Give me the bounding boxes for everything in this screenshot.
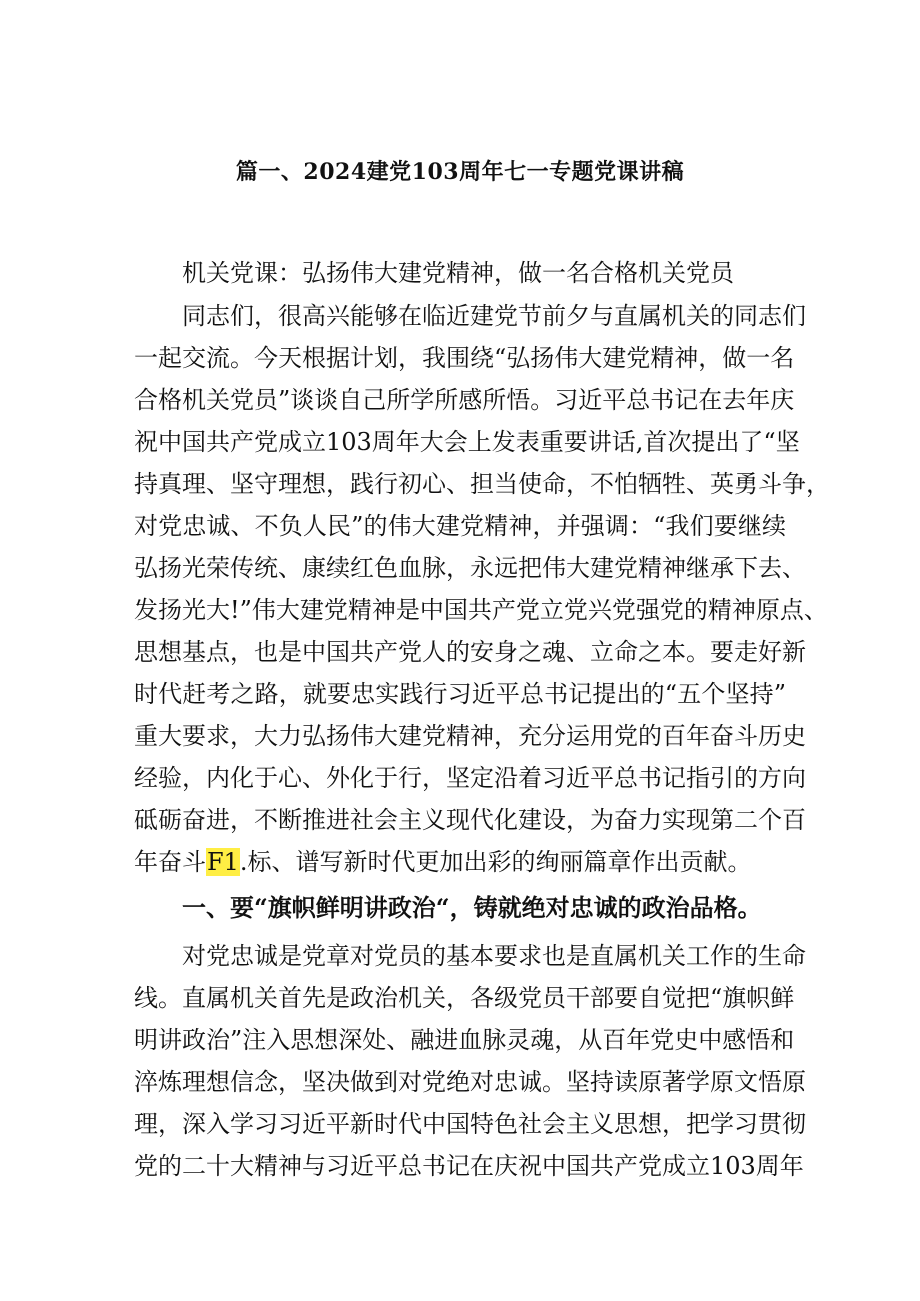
paragraph-line: 砥砺奋进，不断推进社会主义现代化建设，为奋力实现第二个百	[134, 806, 806, 834]
document-title: 篇一、2024建党103周年七一专题党课讲稿	[235, 159, 685, 185]
paragraph-line: 一起交流。今天根据计划，我围绕“弘扬伟大建党精神，做一名	[134, 344, 795, 372]
paragraph-line: 同志们，很高兴能够在临近建党节前夕与直属机关的同志们	[182, 302, 806, 330]
document-subtitle: 机关党课：弘扬伟大建党精神，做一名合格机关党员	[182, 259, 734, 287]
paragraph-line: 线。直属机关首先是政治机关，各级党员干部要自觉把“旗帜鲜	[134, 984, 795, 1012]
paragraph-line: 经验，内化于心、外化于行，坚定沿着习近平总书记指引的方向	[134, 764, 806, 792]
paragraph-line: 对党忠诚是党章对党员的基本要求也是直属机关工作的生命	[182, 942, 806, 970]
paragraph-line: 发扬光大!”伟大建党精神是中国共产党立党兴党强党的精神原点、	[134, 596, 828, 624]
paragraph-line: 祝中国共产党成立103周年大会上发表重要讲话,首次提出了“坚	[134, 428, 800, 456]
paragraph-line: 时代赶考之路，就要忠实践行习近平总书记提出的“五个坚持”	[134, 680, 786, 708]
paragraph-line: 理，深入学习习近平新时代中国特色社会主义思想，把学习贯彻	[134, 1110, 806, 1138]
paragraph-line: 弘扬光荣传统、康续红色血脉，永远把伟大建党精神继承下去、	[134, 554, 806, 582]
paragraph-line: 持真理、坚守理想，践行初心、担当使命，不怕牺牲、英勇斗争，	[134, 470, 830, 498]
highlighted-text: F1	[207, 848, 239, 876]
paragraph-line: 思想基点，也是中国共产党人的安身之魂、立命之本。要走好新	[134, 638, 806, 666]
paragraph-line: 党的二十大精神与习近平总书记在庆祝中国共产党成立103周年	[134, 1152, 804, 1180]
paragraph-line: 淬炼理想信念，坚决做到对党绝对忠诚。坚持读原著学原文悟原	[134, 1068, 806, 1096]
paragraph-line: 重大要求，大力弘扬伟大建党精神，充分运用党的百年奋斗历史	[134, 722, 806, 750]
paragraph-last-line	[134, 844, 752, 880]
last-line-start: 年奋斗	[134, 848, 206, 876]
last-line-end: .标、谱写新时代更加出彩的绚丽篇章作出贡献。	[239, 848, 752, 876]
paragraph-line: 对党忠诚、不负人民”的伟大建党精神，并强调：“我们要继续	[134, 512, 786, 540]
paragraph-line: 合格机关党员”谈谈自己所学所感所悟。习近平总书记在去年庆	[134, 386, 795, 414]
section-heading: 一、要“旗帜鲜明讲政治“，铸就绝对忠诚的政治品格。	[182, 893, 762, 922]
paragraph-line: 明讲政治”注入思想深处、融进血脉灵魂，从百年党史中感悟和	[134, 1026, 795, 1054]
